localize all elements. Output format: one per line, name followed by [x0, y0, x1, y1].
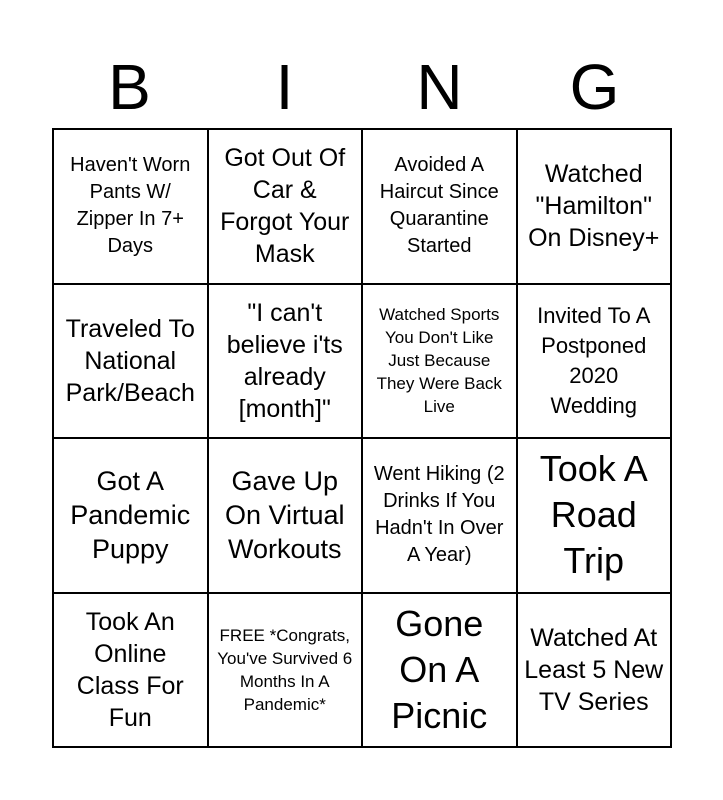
bingo-cell[interactable] [53, 593, 208, 748]
cell-text: Traveled To National Park/Beach [65, 314, 195, 407]
cell-text: Haven't Worn Pants W/ Zipper In 7+ Days [70, 154, 191, 258]
bingo-cell[interactable] [208, 284, 363, 439]
bingo-cell[interactable] [53, 284, 208, 439]
free-space-cell[interactable] [208, 593, 363, 748]
cell-text: Took An Online Class For Fun [76, 607, 184, 732]
cell-text: Gave Up On Virtual Workouts [224, 466, 345, 565]
bingo-cell[interactable] [362, 593, 517, 748]
cell-text: Watched At Least 5 New TV Series [524, 623, 664, 716]
bingo-cell[interactable] [517, 129, 672, 284]
bingo-cell[interactable] [53, 129, 208, 284]
header-letter-n: N [416, 51, 463, 123]
cell-text: Took A Road Trip [539, 448, 648, 582]
cell-text: Went Hiking (2 Drinks If You Hadn't In Over A Year) [373, 463, 505, 567]
bingo-cell[interactable] [53, 438, 208, 593]
bingo-cell[interactable] [208, 438, 363, 593]
bingo-cell[interactable] [362, 438, 517, 593]
free-space-text: FREE *Congrats, You've Survived 6 Months In A Pandemic* [217, 625, 353, 714]
cell-text: Gone On A Picnic [391, 602, 488, 736]
header-letter-b: B [108, 51, 151, 123]
bingo-cell[interactable] [208, 129, 363, 284]
header-letter-g: G [569, 51, 620, 123]
cell-text: Got A Pandemic Puppy [70, 466, 191, 565]
bingo-cell[interactable] [517, 284, 672, 439]
bingo-cell[interactable] [517, 438, 672, 593]
cell-text: Avoided A Haircut Since Quarantine Started [379, 154, 499, 258]
bingo-cell[interactable] [362, 129, 517, 284]
bingo-cell[interactable] [362, 284, 517, 439]
bingo-cell[interactable] [517, 593, 672, 748]
bingo-board [52, 128, 672, 748]
cell-text: Invited To A Postponed 2020 Wedding [537, 302, 651, 418]
bingo-header [52, 52, 672, 122]
cell-text: Got Out Of Car & Forgot Your Mask [220, 144, 350, 269]
cell-text: Watched "Hamilton" On Disney+ [528, 160, 660, 253]
header-letter-i: I [275, 51, 294, 123]
cell-text: Watched Sports You Don't Like Just Because They Were Back Live [376, 305, 502, 417]
cell-text: "I can't believe i'ts already [month]" [226, 298, 343, 423]
